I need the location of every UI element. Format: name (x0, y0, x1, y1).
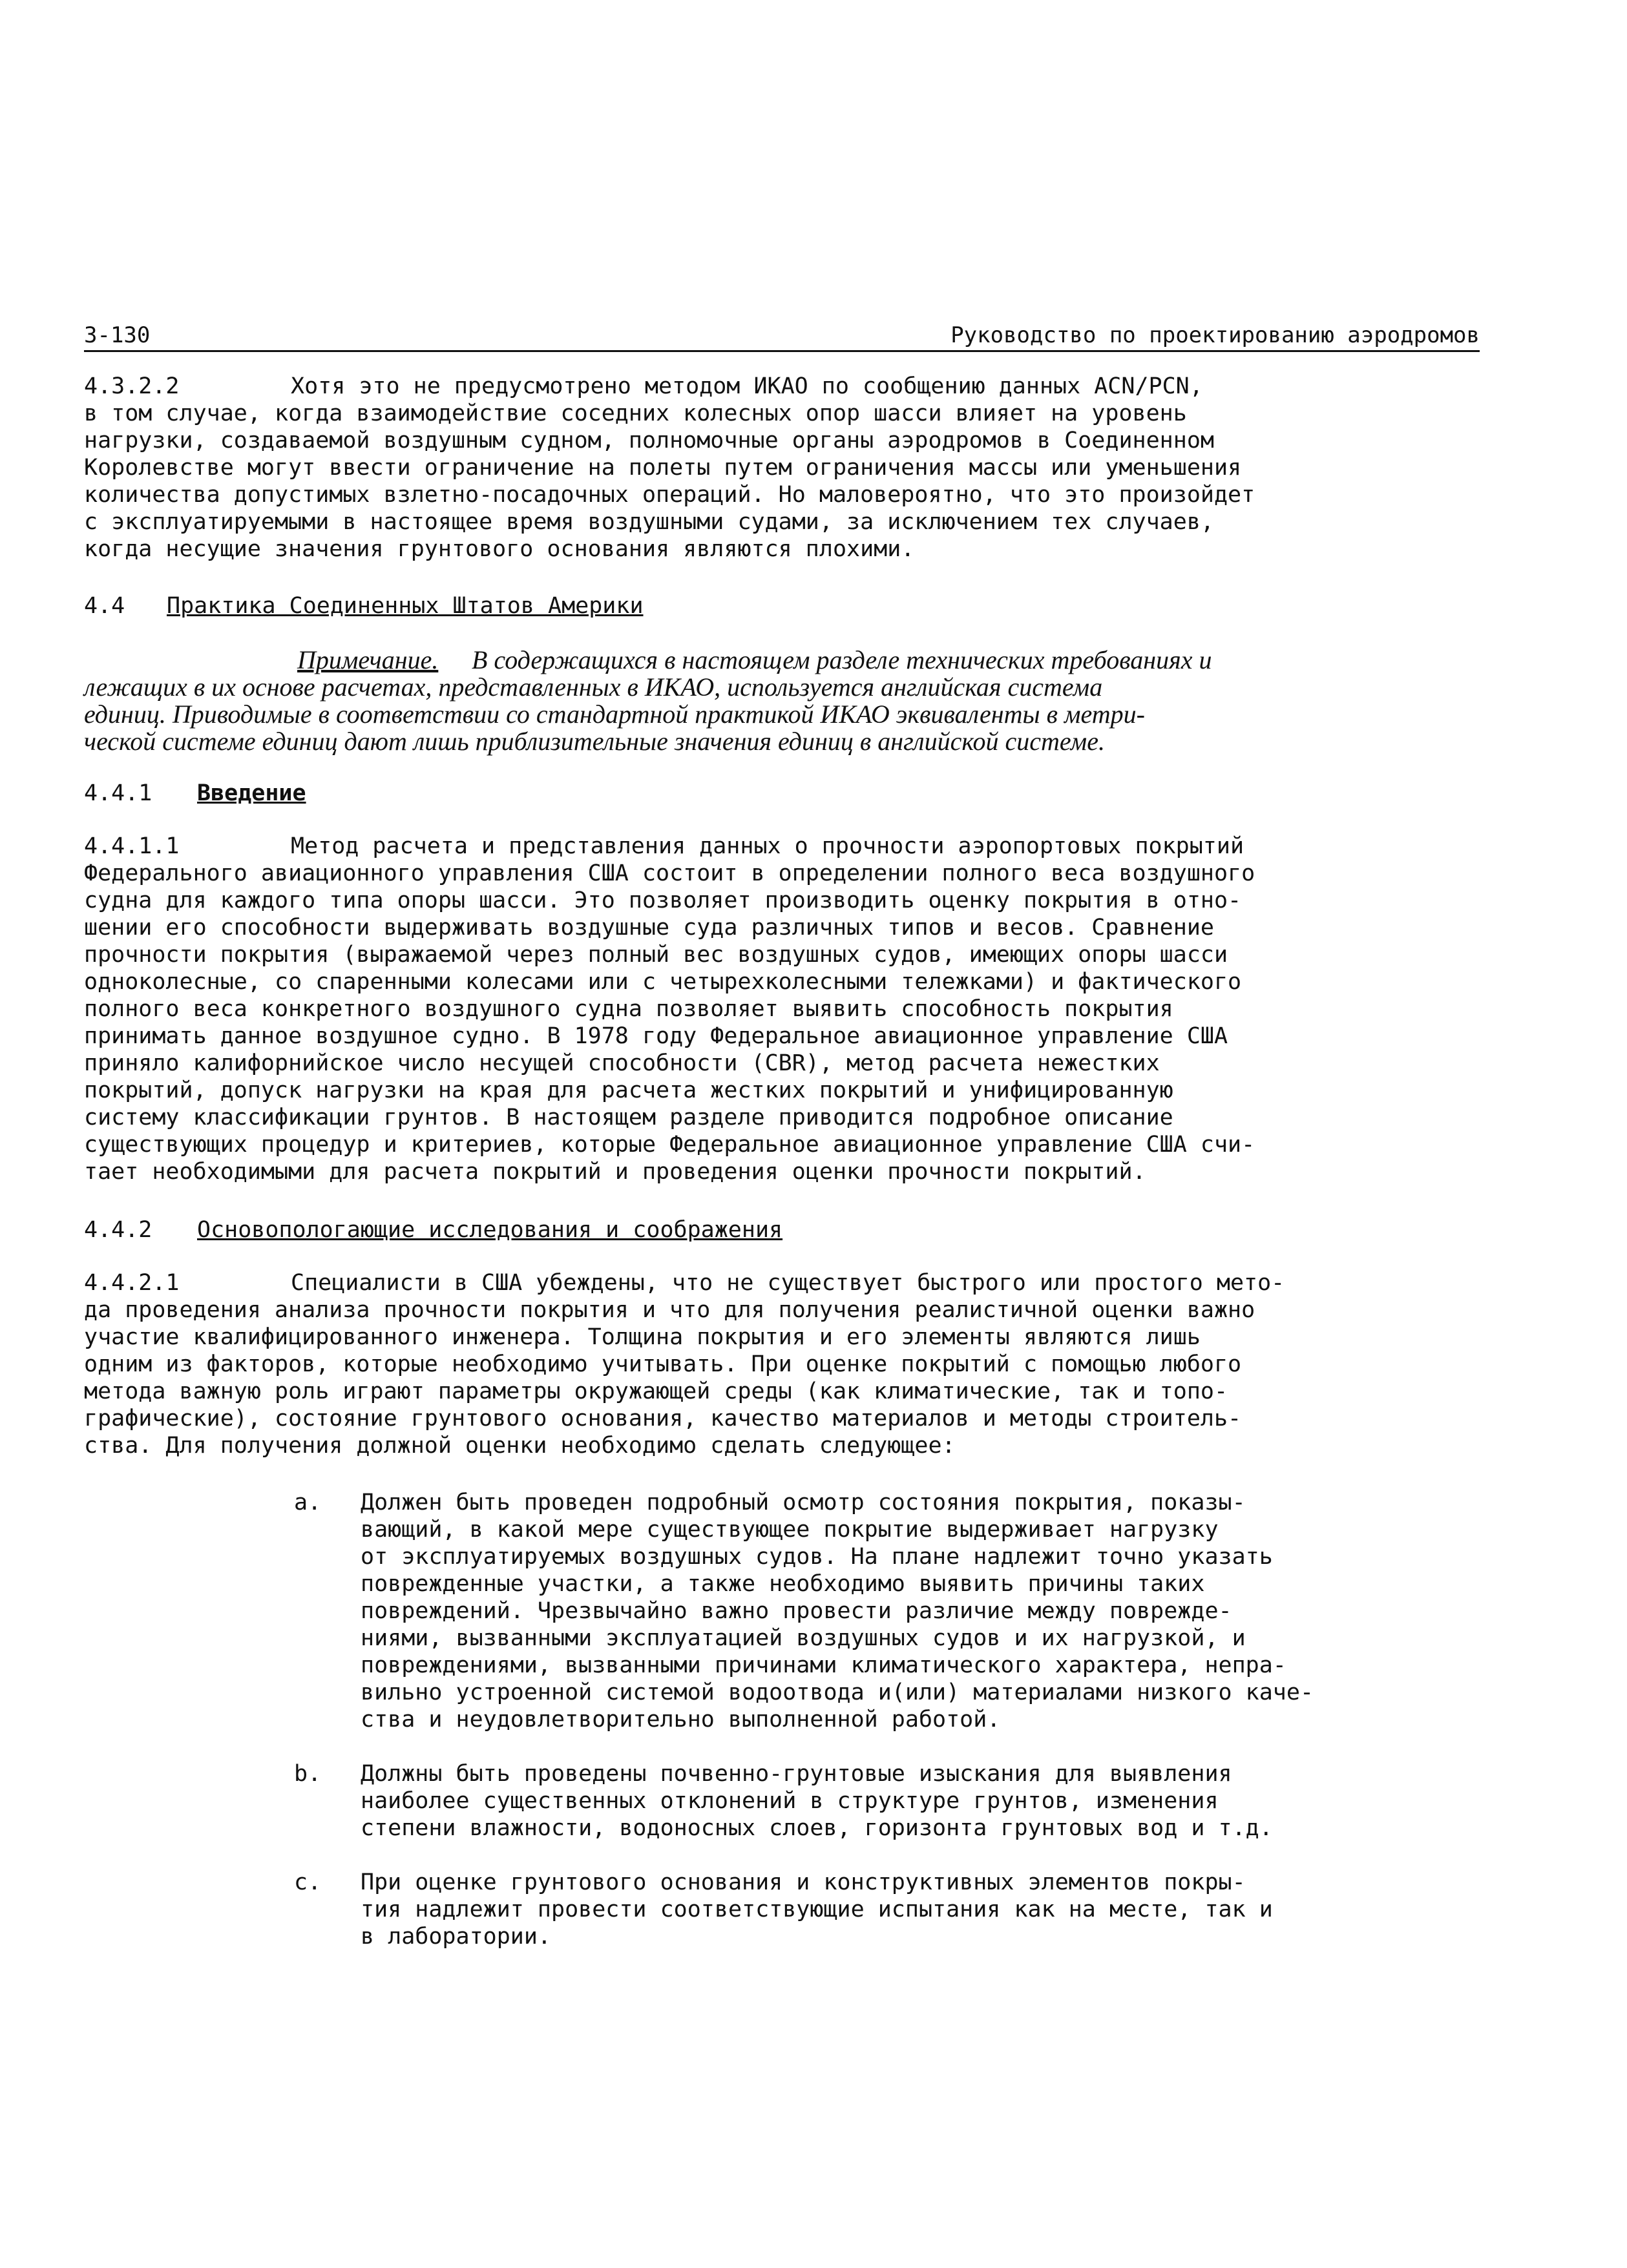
text-line: приняло калифорнийское число несущей способности (CBR), метод расчета нежестких (84, 1050, 1160, 1076)
text-line: в том случае, когда взаимодействие соседних колесных опор шасси влияет на уровень (84, 401, 1187, 426)
text-line: существующих процедур и критериев, которые Федеральное авиационное управление США счи- (84, 1132, 1255, 1158)
text-line: шении его способности выдерживать воздушные суда различных типов и весов. Сравнение (84, 915, 1214, 941)
paragraph-number: 4.4.2.1 (84, 1270, 180, 1296)
note-line: лежащих в их основе расчетах, представленных в ИКАО, используется английская система (84, 672, 1103, 702)
text-line: покрытий, допуск нагрузки на края для расчета жестких покрытий и унифицированную (84, 1077, 1173, 1103)
text-line: поврежденные участки, а также необходимо выявить причины таких (361, 1571, 1205, 1597)
text-line: ства. Для получения должной оценки необходимо сделать следующее: (84, 1433, 956, 1459)
text-line: тает необходимыми для расчета покрытий и проведения оценки прочности покрытий. (84, 1159, 1146, 1185)
text-line: полного веса конкретного воздушного судна позволяет выявить способность покрытия (84, 996, 1173, 1022)
text-line: Метод расчета и представления данных о прочности аэропортовых покрытий (291, 833, 1244, 859)
text-line: вильно устроенной системой водоотвода и(или) материалами низкого каче- (361, 1680, 1314, 1705)
section-number: 4.4.2 (84, 1217, 152, 1243)
text-line: Должны быть проведены почвенно-грунтовые изыскания для выявления (361, 1761, 1232, 1787)
text-line: одним из факторов, которые необходимо учитывать. При оценке покрытий с помощью любого (84, 1351, 1242, 1377)
text-line: систему классификации грунтов. В настоящем разделе приводится подробное описание (84, 1105, 1173, 1130)
text-line: да проведения анализа прочности покрытия и что для получения реалистичной оценки важно (84, 1297, 1255, 1323)
text-line: одноколесные, со спаренными колесами или с четырехколесными тележками) и фактического (84, 969, 1242, 995)
text-line: участие квалифицированного инженера. Толщина покрытия и его элементы являются лишь (84, 1324, 1201, 1350)
section-number: 4.4.1 (84, 780, 152, 806)
text-line: степени влажности, водоносных слоев, горизонта грунтовых вод и т.д. (361, 1815, 1273, 1841)
section-title: Введение (197, 780, 306, 806)
text-line: ства и неудовлетворительно выполненной работой. (361, 1707, 1001, 1732)
text-line: Королевстве могут ввести ограничение на полеты путем ограничения массы или уменьшения (84, 455, 1242, 481)
text-line: в лаборатории. (361, 1924, 552, 1950)
text-line: графические), состояние грунтового основания, качество материалов и методы строитель- (84, 1406, 1242, 1431)
text-line: ниями, вызванными эксплуатацией воздушных судов и их нагрузкой, и (361, 1625, 1246, 1651)
text-line: принимать данное воздушное судно. В 1978 году Федеральное авиационное управление США (84, 1023, 1228, 1049)
note-line: В содержащихся в настоящем разделе технических требованиях и (472, 645, 1212, 674)
text-line: когда несущие значения грунтового основания являются плохими. (84, 536, 915, 562)
document-title: Руководство по проектированию аэродромов (950, 322, 1480, 348)
text-line: с эксплуатируемыми в настоящее время воздушными судами, за исключением тех случаев, (84, 509, 1214, 535)
text-line: вающий, в какой мере существующее покрытие выдерживает нагрузку (361, 1517, 1219, 1543)
list-letter: b. (294, 1761, 322, 1787)
text-line: наиболее существенных отклонений в структуре грунтов, изменения (361, 1788, 1219, 1814)
text-line: тия надлежит провести соответствующие испытания как на месте, так и (361, 1897, 1273, 1922)
note-line: ческой системе единиц дают лишь приблизительные значения единиц в английской системе. (84, 727, 1105, 756)
text-line: Специалисти в США убеждены, что не существует быстрого или простого мето- (291, 1270, 1285, 1296)
text-line: судна для каждого типа опоры шасси. Это позволяет производить оценку покрытия в отно- (84, 888, 1242, 913)
text-line: количества допустимых взлетно-посадочных операций. Но маловероятно, что это произойдет (84, 482, 1255, 508)
text-line: При оценке грунтового основания и конструктивных элементов покры- (361, 1869, 1246, 1895)
text-line: Хотя это не предусмотрено методом ИКАО по сообщению данных ACN/PCN, (291, 373, 1203, 399)
text-line: нагрузки, создаваемой воздушным судном, полномочные органы аэродромов в Соединенном (84, 428, 1214, 453)
paragraph-number: 4.3.2.2 (84, 373, 180, 399)
text-line: повреждениями, вызванными причинами климатического характера, непра- (361, 1652, 1286, 1678)
note-label: Примечание. (297, 645, 439, 674)
section-title: Практика Соединенных Штатов Америки (167, 593, 644, 619)
list-letter: c. (294, 1869, 322, 1895)
text-line: повреждений. Чрезвычайно важно провести различие между поврежде- (361, 1598, 1232, 1624)
paragraph-number: 4.4.1.1 (84, 833, 180, 859)
note-line: единиц. Приводимые в соответствии со стандартной практикой ИКАО эквиваленты в метри- (84, 700, 1145, 729)
text-line: Федерального авиационного управления США состоит в определении полного веса воздушного (84, 860, 1255, 886)
list-letter: a. (294, 1490, 322, 1515)
text-line: Должен быть проведен подробный осмотр состояния покрытия, показы- (361, 1490, 1246, 1515)
section-number: 4.4 (84, 593, 125, 619)
text-line: метода важную роль играют параметры окружающей среды (как климатические, так и топо- (84, 1378, 1228, 1404)
page-number: 3-130 (84, 322, 151, 348)
text-line: от эксплуатируемых воздушных судов. На плане надлежит точно указать (361, 1544, 1273, 1570)
section-title: Основопологающие исследования и соображения (197, 1217, 783, 1243)
page-header (84, 320, 1480, 352)
text-line: прочности покрытия (выражаемой через полный вес воздушных судов, имеющих опоры шасси (84, 942, 1228, 968)
